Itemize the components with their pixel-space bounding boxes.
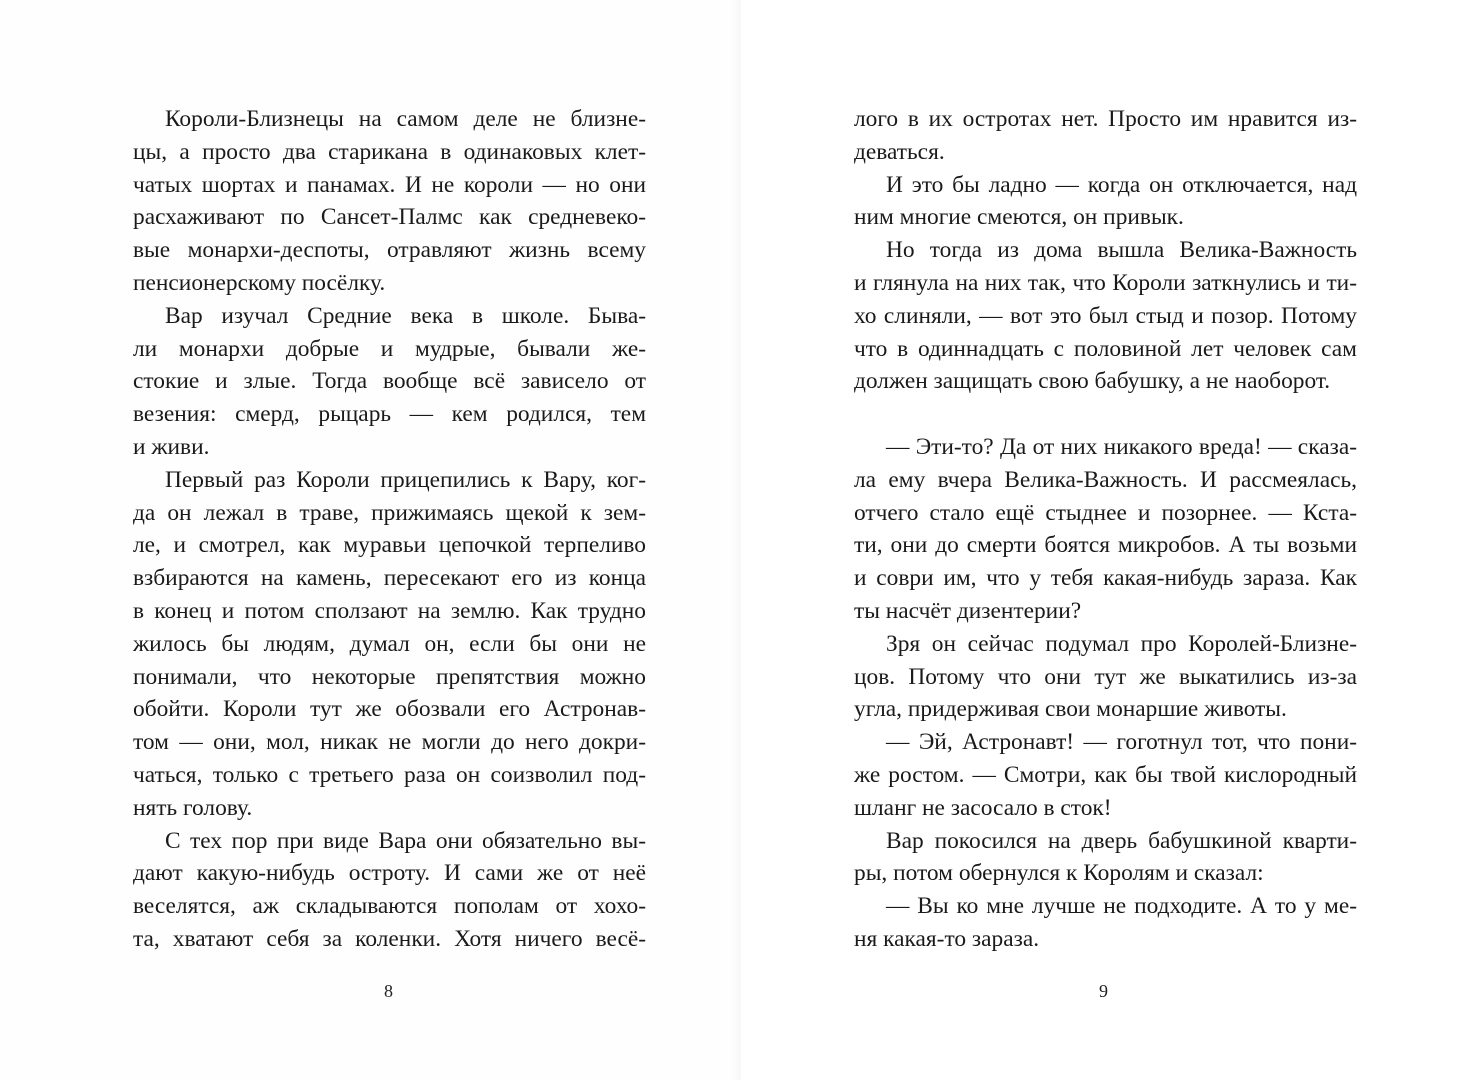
text-line: и соври им, что у тебя какая-нибудь зараза. Как — [854, 565, 1357, 592]
text-line: что в одиннадцать с половиной лет человек сам — [854, 335, 1357, 362]
text-line: пенсионерскому посёлку. — [133, 269, 386, 296]
text-line: — Эти-то? Да от них никакого вреда! — сказа- — [886, 433, 1357, 460]
text-line: ти, они до смерти боятся микробов. А ты возьми — [854, 532, 1357, 559]
text-line: понимали, что некоторые препятствия можно — [133, 663, 646, 690]
text-line: взбираются на камень, пересекают его из конца — [133, 565, 646, 592]
text-line: ли монархи добрые и мудрые, бывали же- — [133, 335, 646, 362]
text-line: — Эй, Астронавт! — гоготнул тот, что пони- — [886, 729, 1357, 756]
text-line: чатых шортах и панамах. И не короли — но они — [133, 171, 646, 198]
text-line: расхаживают по Сансет-Палмс как средневеко- — [133, 204, 646, 231]
text-line: хо слиняли, — вот это был стыд и позор. Потому — [854, 302, 1357, 329]
text-line: та, хватают себя за коленки. Хотя ничего весё- — [133, 925, 646, 952]
text-line: угла, придерживая свои монаршие животы. — [854, 696, 1287, 723]
text-line: стокие и злые. Тогда вообще всё зависело от — [133, 368, 646, 395]
text-line: чаться, только с третьего раза он соизволил под- — [133, 761, 646, 788]
text-line: ты насчёт дизентерии? — [854, 597, 1082, 624]
text-line: ня какая-то зараза. — [854, 925, 1040, 952]
text-line: том — они, мол, никак не могли до него докри- — [133, 729, 646, 756]
text-line: ле, и смотрел, как муравьи цепочкой терпеливо — [133, 532, 646, 559]
text-line: да он лежал в траве, прижимаясь щекой к зем- — [133, 499, 646, 526]
right-page — [741, 0, 1481, 1080]
text-line: дают какую-нибудь остроту. И сами же от неё — [133, 860, 646, 887]
text-line: должен защищать свою бабушку, а не наоборот. — [854, 368, 1331, 395]
text-line: цы, а просто два старикана в одинаковых клет- — [133, 138, 646, 165]
page-number: 9 — [1099, 981, 1108, 1001]
text-line: и глянула на них так, что Короли заткнулись и ти- — [854, 269, 1357, 296]
text-line: цов. Потому что они тут же выкатились из-за — [854, 663, 1357, 690]
section-break — [854, 398, 1357, 431]
text-line: С тех пор при виде Вара они обязательно вы- — [165, 827, 646, 854]
text-line: отчего стало ещё стыднее и позорнее. — Кста- — [854, 499, 1357, 526]
text-line: Первый раз Короли прицепились к Вару, ког- — [165, 466, 646, 493]
text-line: и живи. — [133, 433, 210, 460]
text-line: лого в их остротах нет. Просто им нравится из- — [854, 106, 1357, 132]
right-page-text — [854, 103, 1357, 956]
text-line: деваться. — [854, 138, 945, 165]
text-line: Но тогда из дома вышла Велика-Важность — [886, 237, 1357, 264]
text-line: шланг не засосало в сток! — [854, 794, 1112, 821]
text-line: жилось бы людям, думал он, если бы они не — [133, 630, 646, 657]
text-line: Зря он сейчас подумал про Королей-Близне- — [886, 630, 1357, 657]
text-line: ла ему вчера Велика-Важность. И рассмеялась, — [854, 466, 1357, 493]
left-page-text — [133, 103, 646, 956]
text-line: веселятся, аж складываются пополам от хохо- — [133, 893, 646, 920]
text-line: И это бы ладно — когда он отключается, над — [886, 171, 1357, 198]
page-number: 8 — [384, 981, 393, 1001]
text-line: обойти. Короли тут же обозвали его Астронав- — [133, 696, 646, 723]
text-line: ры, потом обернулся к Королям и сказал: — [854, 860, 1264, 887]
text-line: — Вы ко мне лучше не подходите. А то у ме- — [886, 893, 1357, 920]
text-line: вые монархи-деспоты, отравляют жизнь всему — [133, 237, 646, 264]
text-line: Вар изучал Средние века в школе. Быва- — [165, 302, 646, 329]
text-line: же ростом. — Смотри, как бы твой кислородный — [854, 761, 1357, 788]
text-line: везения: смерд, рыцарь — кем родился, тем — [133, 401, 646, 428]
left-page — [0, 0, 740, 1080]
text-line: нять голову. — [133, 794, 253, 821]
text-line: ним многие смеются, он привык. — [854, 204, 1184, 231]
text-line: Короли-Близнецы на самом деле не близне- — [165, 106, 646, 132]
text-line: в конец и потом сползают на землю. Как трудно — [133, 597, 646, 624]
text-line: Вар покосился на дверь бабушкиной кварти- — [886, 827, 1357, 854]
